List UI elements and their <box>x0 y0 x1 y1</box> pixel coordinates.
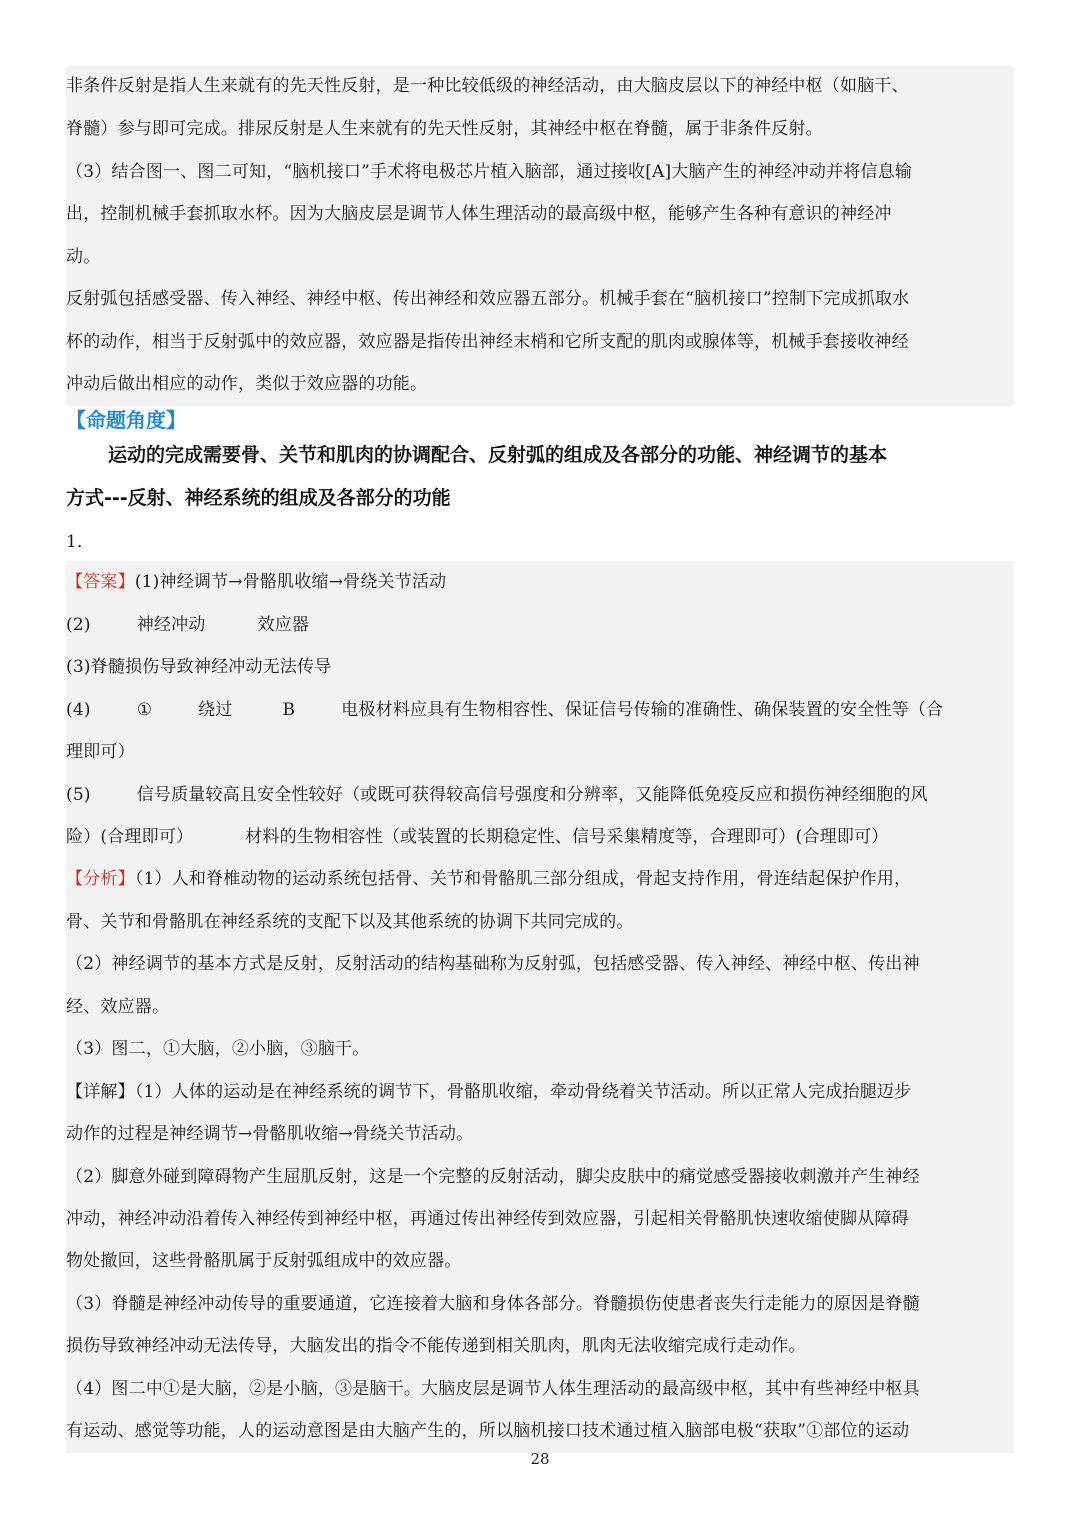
text-line: 杯的动作，相当于反射弧中的效应器，效应器是指传出神经末梢和它所支配的肌肉或腺体等，机械手套接收神经 <box>66 332 909 352</box>
detail-text: （1）人体的运动是在神经系统的调节下，骨骼肌收缩，牵动骨绕着关节活动。所以正常人完成抬腿迈步 <box>134 1082 912 1102</box>
answer-number: (4) <box>66 700 91 720</box>
detail-line: （3）脊髓是神经冲动传导的重要通道，它连接着大脑和身体各部分。脊髓损伤使患者丧失行走能力的原因是脊髓 <box>66 1294 920 1314</box>
answer-line <box>66 825 1014 849</box>
page-number: 28 <box>530 1450 550 1468</box>
text-line: 非条件反射是指人生来就有的先天性反射，是一种比较低级的神经活动，由大脑皮层以下的神经中枢（如脑干、 <box>66 76 909 96</box>
text-line: 反射弧包括感受器、传入神经、神经中枢、传出神经和效应器五部分。机械手套在“脑机接口”控制下完成抓取水 <box>66 289 910 309</box>
text-line: （3）结合图一、图二可知，“脑机接口”手术将电极芯片植入脑部，通过接收[A]大脑产生的神经冲动并将信息输 <box>66 162 913 182</box>
detail-line: 有运动、感觉等功能，人的运动意图是由大脑产生的，所以脑机接口技术通过植入脑部电极“获取”①部位的运动 <box>66 1421 910 1441</box>
detail-line: 动作的过程是神经调节→骨骼肌收缩→骨绕关节活动。 <box>66 1124 474 1144</box>
answer-part: 效应器 <box>257 615 310 635</box>
detail-tag: 【详解】 <box>66 1082 135 1102</box>
analysis-line: 骨、关节和骨骼肌在神经系统的支配下以及其他系统的协调下共同完成的。 <box>66 912 634 932</box>
proposition-line: 方式---反射、神经系统的组成及各部分的功能 <box>66 487 451 509</box>
answer-line <box>66 570 1014 594</box>
proposition-line: 运动的完成需要骨、关节和肌肉的协调配合、反射弧的组成及各部分的功能、神经调节的基本 <box>108 444 888 466</box>
section-heading: 【命题角度】 <box>66 408 186 432</box>
detail-line: 物处撤回，这些骨骼肌属于反射弧组成中的效应器。 <box>66 1251 462 1271</box>
analysis-line: （3）图二，①大脑，②小脑，③脑干。 <box>66 1039 370 1059</box>
answer-number: (5) <box>66 785 91 805</box>
answer-part: 材料的生物相容性（或装置的长期稳定性、信号采集精度等，合理即可）(合理即可） <box>245 827 889 847</box>
text-line: 动。 <box>66 247 101 267</box>
detail-line <box>66 1080 1014 1104</box>
detail-line: 损伤导致神经冲动无法传导，大脑发出的指令不能传递到相关肌肉，肌肉无法收缩完成行走动作。 <box>66 1336 806 1356</box>
answer-line: (3)脊髓损伤导致神经冲动无法传导 <box>66 657 332 677</box>
text-line: 冲动后做出相应的动作，类似于效应器的功能。 <box>66 374 428 394</box>
text-line: 脊髓）参与即可完成。排尿反射是人生来就有的先天性反射，其神经中枢在脊髓，属于非条件反射。 <box>66 119 823 139</box>
answer-tag: 【答案】 <box>66 572 135 592</box>
answer-part: B <box>282 700 296 720</box>
answer-part: 险）(合理即可） <box>66 827 194 847</box>
analysis-line <box>66 867 1014 891</box>
answer-line: 理即可） <box>66 742 135 762</box>
answer-text: (1)神经调节→骨骼肌收缩→骨绕关节活动 <box>134 572 447 592</box>
question-number: 1． <box>66 532 95 552</box>
answer-line <box>66 698 1014 722</box>
detail-line: （2）脚意外碰到障碍物产生屈肌反射，这是一个完整的反射活动，脚尖皮肤中的痛觉感受器接收刺激并产生神经 <box>66 1167 920 1187</box>
answer-line <box>66 613 1014 637</box>
analysis-line: （2）神经调节的基本方式是反射，反射活动的结构基础称为反射弧，包括感受器、传入神经、神经中枢、传出神 <box>66 954 920 974</box>
answer-part: 信号质量较高且安全性较好（或既可获得较高信号强度和分辨率，又能降低免疫反应和损伤神经细胞的风 <box>136 785 928 805</box>
answer-part: 神经冲动 <box>136 615 206 635</box>
analysis-line: 经、效应器。 <box>66 997 170 1017</box>
analysis-tag: 【分析】 <box>66 869 135 889</box>
answer-part: 绕过 <box>198 700 233 720</box>
answer-part: 电极材料应具有生物相容性、保证信号传输的准确性、确保装置的安全性等（合 <box>341 700 944 720</box>
answer-line <box>66 783 1014 807</box>
text-line: 出，控制机械手套抓取水杯。因为大脑皮层是调节人体生理活动的最高级中枢，能够产生各种有意识的神经冲 <box>66 204 892 224</box>
answer-number: (2) <box>66 615 91 635</box>
analysis-text: （1）人和脊椎动物的运动系统包括骨、关节和骨骼肌三部分组成，骨起支持作用，骨连结起保护作用， <box>134 869 912 889</box>
detail-line: （4）图二中①是大脑，②是小脑，③是脑干。大脑皮层是调节人体生理活动的最高级中枢，其中有些神经中枢具 <box>66 1379 920 1399</box>
detail-line: 冲动，神经冲动沿着传入神经传到神经中枢，再通过传出神经传到效应器，引起相关骨骼肌快速收缩使脚从障碍 <box>66 1209 909 1229</box>
answer-part: ① <box>136 700 153 720</box>
